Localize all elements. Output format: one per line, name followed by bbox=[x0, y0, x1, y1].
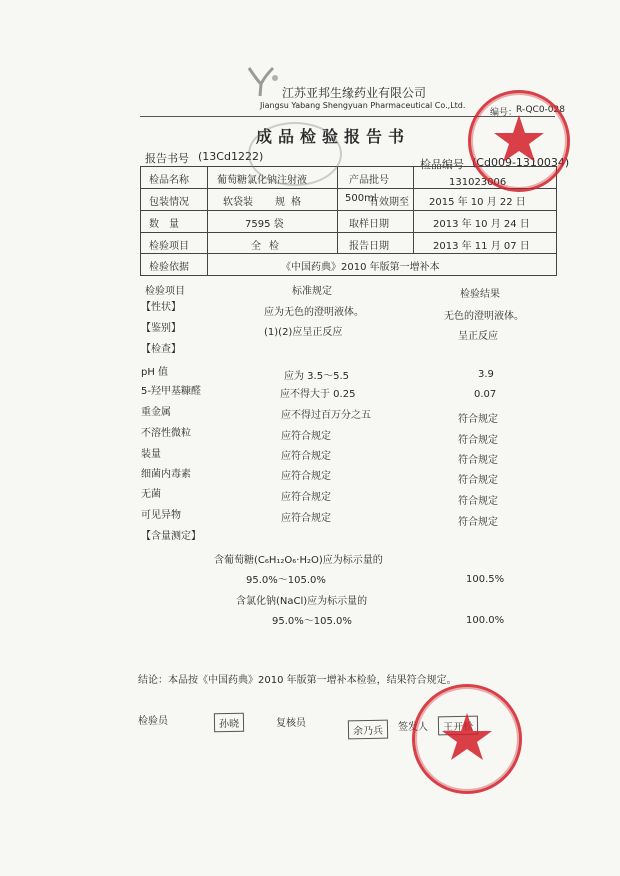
company-seal-bottom bbox=[412, 684, 522, 794]
row1-key1: 检品名称 bbox=[149, 175, 189, 186]
check-result: 符合规定 bbox=[458, 496, 498, 507]
check-result: 符合规定 bbox=[458, 475, 498, 486]
section-identification: 【鉴别】 bbox=[141, 323, 181, 334]
reviewer-signature: 余乃兵 bbox=[348, 720, 388, 740]
inspector-signature: 孙晓 bbox=[214, 713, 244, 733]
check-standard: 应符合规定 bbox=[281, 492, 331, 503]
company-seal-top-right bbox=[468, 90, 570, 192]
check-standard: 应符合规定 bbox=[281, 431, 331, 442]
row3-val1: 7595 袋 bbox=[245, 219, 284, 230]
row2-key3: 有效期至 bbox=[369, 197, 409, 208]
check-item: 无菌 bbox=[141, 489, 161, 500]
row2-val2: 500ml bbox=[345, 193, 377, 204]
row2-key1: 包装情况 bbox=[149, 197, 189, 208]
section-properties: 【性状】 bbox=[141, 302, 181, 313]
company-logo bbox=[243, 64, 283, 100]
check-result: 3.9 bbox=[478, 369, 494, 380]
row4-val1: 全检 bbox=[251, 241, 287, 252]
check-standard: 应不得过百万分之五 bbox=[281, 410, 371, 421]
assay-nacl-range: 95.0%～105.0% bbox=[272, 616, 352, 627]
row2-val3: 2015 年 10 月 22 日 bbox=[429, 197, 526, 208]
assay-nacl-line1: 含氯化钠(NaCl)应为标示量的 bbox=[236, 596, 368, 607]
assay-glucose-result: 100.5% bbox=[466, 574, 505, 585]
check-item: 装量 bbox=[141, 449, 161, 460]
conclusion-text: 结论：本品按《中国药典》2010 年版第一增补本检验，结果符合规定。 bbox=[138, 675, 457, 686]
check-standard: 应符合规定 bbox=[281, 451, 331, 462]
row2-val1: 软袋装 bbox=[223, 197, 253, 208]
results-header-item: 检验项目 bbox=[145, 286, 185, 297]
check-item: 可见异物 bbox=[141, 510, 181, 521]
section-inspection: 【检查】 bbox=[141, 344, 181, 355]
section-assay: 【含量测定】 bbox=[141, 531, 201, 542]
check-standard: 应为 3.5～5.5 bbox=[284, 371, 349, 382]
check-result: 符合规定 bbox=[458, 517, 498, 528]
check-result: 符合规定 bbox=[458, 455, 498, 466]
check-item: 5-羟甲基糠醛 bbox=[141, 386, 201, 397]
row4-key1: 检验项目 bbox=[149, 241, 189, 252]
faded-stamp bbox=[248, 122, 342, 186]
row4-val2: 2013 年 11 月 07 日 bbox=[433, 241, 530, 252]
check-standard: 应符合规定 bbox=[281, 513, 331, 524]
properties-standard: 应为无色的澄明液体。 bbox=[264, 307, 364, 318]
check-result: 0.07 bbox=[474, 389, 497, 400]
assay-glucose-range: 95.0%～105.0% bbox=[246, 575, 326, 586]
results-header-standard: 标准规定 bbox=[292, 286, 332, 297]
check-result: 符合规定 bbox=[458, 414, 498, 425]
report-no-label: 报告书号 bbox=[145, 152, 189, 165]
check-item: pH 值 bbox=[141, 367, 169, 378]
check-item: 重金属 bbox=[141, 407, 171, 418]
assay-glucose-line1: 含葡萄糖(C₆H₁₂O₆·H₂O)应为标示量的 bbox=[214, 555, 383, 566]
row3-key2: 取样日期 bbox=[349, 219, 389, 230]
issuer-label: 签发人 bbox=[398, 722, 428, 733]
check-standard: 应符合规定 bbox=[281, 471, 331, 482]
company-name-en: Jiangsu Yabang Shengyuan Pharmaceutical Co.,Ltd. bbox=[260, 101, 466, 110]
sample-no: (Cd009-1310034) bbox=[472, 156, 570, 169]
check-item: 不溶性微粒 bbox=[141, 428, 191, 439]
row2-key2: 规格 bbox=[275, 197, 307, 208]
check-result: 符合规定 bbox=[458, 435, 498, 446]
row3-val2: 2013 年 10 月 24 日 bbox=[433, 219, 530, 230]
row4-key2: 报告日期 bbox=[349, 241, 389, 252]
assay-nacl-result: 100.0% bbox=[466, 615, 505, 626]
check-standard: 应不得大于 0.25 bbox=[280, 389, 356, 400]
identification-result: 呈正反应 bbox=[458, 331, 498, 342]
row5-key1: 检验依据 bbox=[149, 262, 189, 273]
doc-code-label: 编号： bbox=[490, 108, 518, 118]
inspector-label: 检验员 bbox=[138, 716, 168, 727]
row1-key2: 产品批号 bbox=[349, 175, 389, 186]
row1-val1: 葡萄糖氯化钠注射液 bbox=[217, 175, 307, 186]
properties-result: 无色的澄明液体。 bbox=[444, 311, 524, 322]
company-name: 江苏亚邦生缘药业有限公司 bbox=[282, 86, 427, 100]
doc-code: R-QC0-028 bbox=[516, 105, 565, 115]
results-header-result: 检验结果 bbox=[460, 289, 500, 300]
document-title: 成品检验报告书 bbox=[256, 127, 411, 146]
row5-val1: 《中国药典》2010 年版第一增补本 bbox=[281, 262, 440, 273]
row1-val2: 131023006 bbox=[449, 177, 507, 188]
row3-key1: 数量 bbox=[149, 219, 189, 230]
check-item: 细菌内毒素 bbox=[141, 469, 191, 480]
reviewer-label: 复核员 bbox=[276, 718, 306, 729]
identification-standard: (1)(2)应呈正反应 bbox=[264, 327, 343, 338]
report-no: (13Cd1222) bbox=[198, 150, 264, 163]
issuer-signature: 王开松 bbox=[438, 716, 478, 736]
sample-no-label: 检品编号 bbox=[420, 158, 464, 171]
